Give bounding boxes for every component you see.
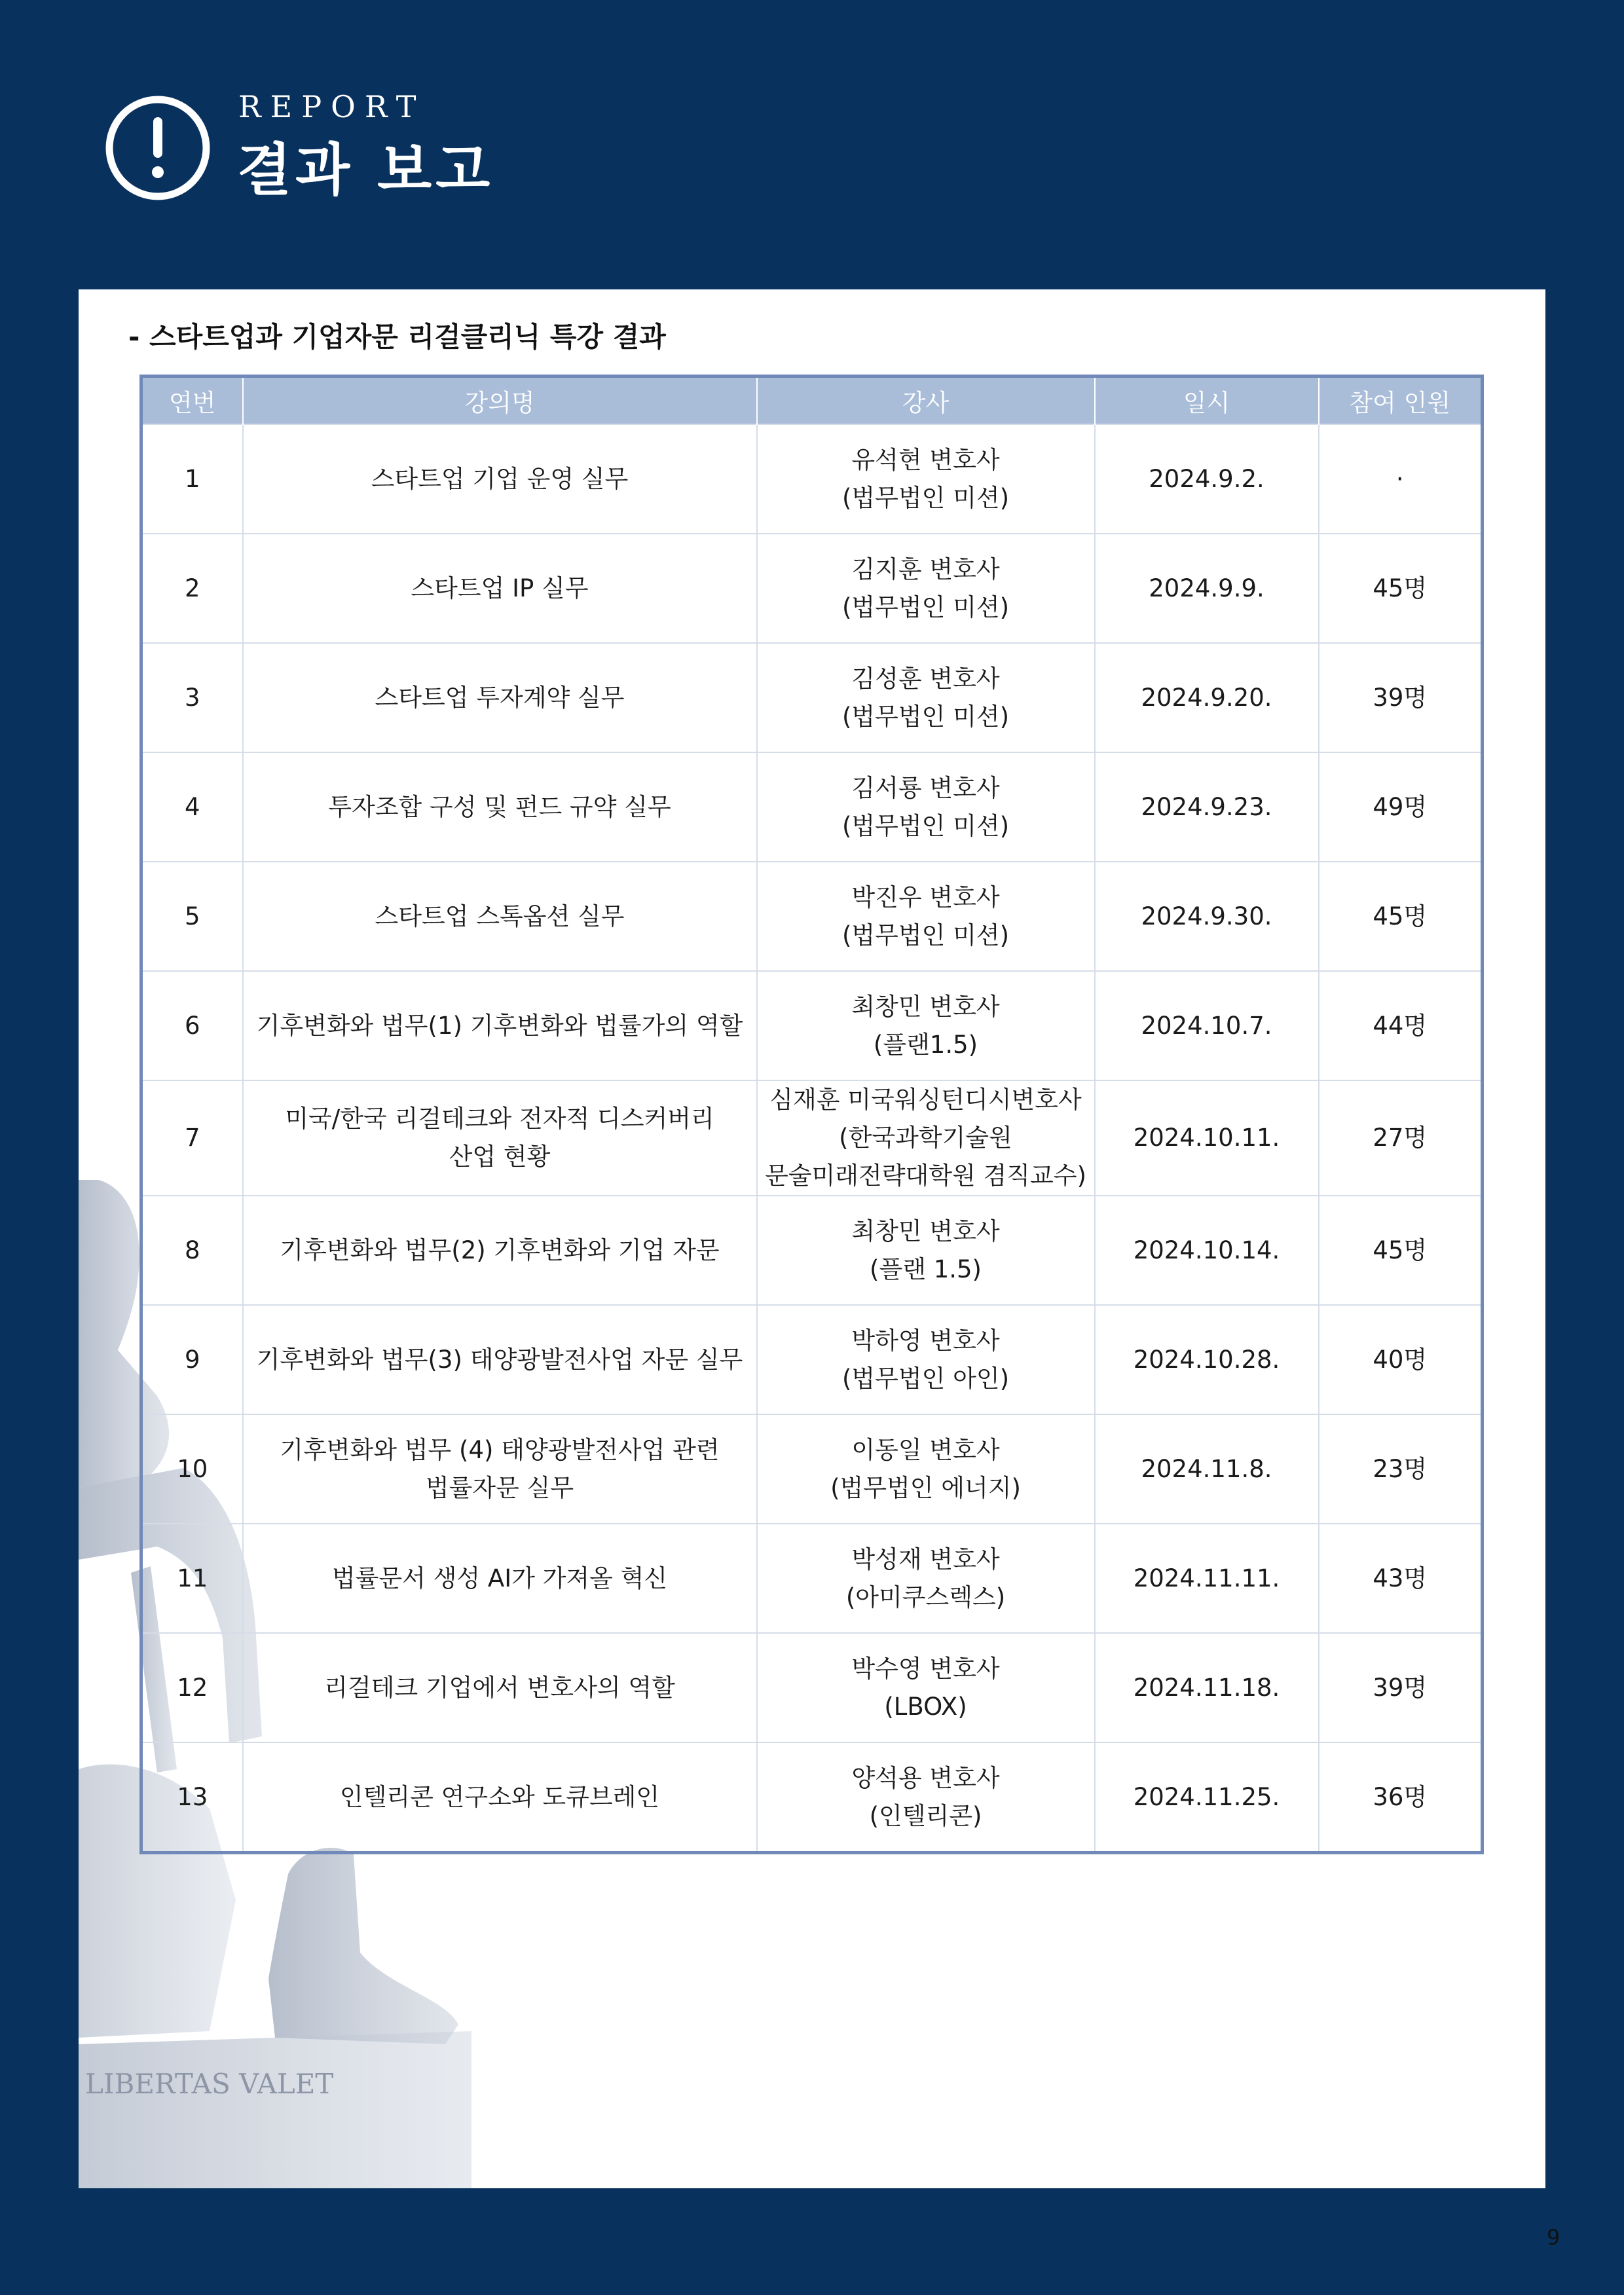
row-number-cell: 3 [141,643,243,752]
lecturer-cell-line: 심재훈 미국워싱턴디시변호사 [769,1086,1082,1114]
date-cell: 2024.9.20. [1095,643,1319,752]
lecture-title-cell [243,534,757,643]
lecturer-cell-line: 김지훈 변호사 [851,555,1000,583]
lecture-title-cell-line: 기후변화와 법무 (4) 태양광발전사업 관련 [280,1435,720,1464]
lecture-title-cell [243,1742,757,1853]
lecturer-cell-line: (플랜 1.5) [870,1255,982,1283]
attendance-cell: 45명 [1319,534,1483,643]
lecturer-cell-line: (한국과학기술원 [839,1124,1012,1152]
lecturer-cell-line: 최창민 변호사 [851,992,1000,1021]
lecturer-cell-line: (법무법인 아인) [841,1364,1010,1393]
lecturer-cell-line: 박진우 변호사 [851,883,1000,911]
page-number: 9 [1547,2225,1560,2250]
lecturer-cell-line: (법무법인 미션) [841,593,1010,621]
table-row [141,424,1483,534]
table-row [141,1742,1483,1853]
report-kicker: REPORT [238,89,426,124]
lecturer-cell-line: 박수영 변호사 [851,1654,1000,1683]
column-header-date: 일시 [1095,376,1319,425]
lecture-title-cell [243,862,757,971]
lecturer-cell-line: (법무법인 미션) [841,921,1010,949]
lecturer-cell-line: (법무법인 미션) [841,702,1010,731]
date-cell: 2024.9.23. [1095,752,1319,862]
date-cell: 2024.9.30. [1095,862,1319,971]
row-number-cell: 9 [141,1305,243,1414]
row-number-cell: 8 [141,1196,243,1305]
lecture-title-cell-line: 스타트업 스톡옵션 실무 [375,902,625,930]
table-header-row [141,376,1483,425]
lecturer-cell-line: 김서룡 변호사 [851,773,1000,802]
lecture-title-cell-line: 법률자문 실무 [425,1473,574,1502]
lecture-title-cell-line: 스타트업 투자계약 실무 [375,683,625,712]
date-cell: 2024.10.14. [1095,1196,1319,1305]
content-panel [79,289,1545,2188]
lecturer-cell [757,1414,1095,1524]
lecture-title-cell [243,1196,757,1305]
attendance-cell: 40명 [1319,1305,1483,1414]
lecture-title-cell [243,1080,757,1196]
column-header-no: 연번 [141,376,243,425]
table-row [141,862,1483,971]
date-cell: 2024.10.7. [1095,971,1319,1080]
attendance-cell: 23명 [1319,1414,1483,1524]
lecturer-cell-line: (법무법인 에너지) [830,1473,1021,1502]
date-cell: 2024.11.8. [1095,1414,1319,1524]
lecturer-cell [757,1305,1095,1414]
lecturer-cell [757,1633,1095,1742]
attendance-cell: 45명 [1319,862,1483,971]
lecturer-cell-line: 양석용 변호사 [851,1763,1000,1792]
lecturer-cell [757,1196,1095,1305]
table-row [141,1633,1483,1742]
exclamation-circle-icon [105,95,211,201]
date-cell: 2024.10.28. [1095,1305,1319,1414]
date-cell: 2024.10.11. [1095,1080,1319,1196]
lecturer-cell [757,643,1095,752]
attendance-cell: 39명 [1319,643,1483,752]
lecture-title-cell [243,752,757,862]
lecture-title-cell-line: 기후변화와 법무(3) 태양광발전사업 자문 실무 [256,1345,743,1374]
lecturer-cell-line: 이동일 변호사 [851,1435,1000,1464]
date-cell: 2024.9.9. [1095,534,1319,643]
table-row [141,1196,1483,1305]
lecture-results-table [139,375,1484,1854]
lecture-title-cell [243,971,757,1080]
date-cell: 2024.11.25. [1095,1742,1319,1853]
lecture-title-cell-line: 투자조합 구성 및 펀드 규약 실무 [328,792,671,821]
lecturer-cell [757,424,1095,534]
lecturer-cell-line: 박성재 변호사 [851,1545,1000,1573]
table-row [141,1080,1483,1196]
lecturer-cell-line: (법무법인 미션) [841,811,1010,840]
lecture-title-cell [243,1524,757,1633]
date-cell: 2024.11.18. [1095,1633,1319,1742]
lecturer-cell-line: (플랜1.5) [873,1030,978,1059]
lecture-title-cell-line: 스타트업 기업 운영 실무 [371,464,629,493]
lecture-title-cell [243,643,757,752]
lecture-title-cell [243,1633,757,1742]
lecture-title-cell-line: 인텔리콘 연구소와 도큐브레인 [339,1782,660,1811]
lecture-title-cell-line: 기후변화와 법무(1) 기후변화와 법률가의 역할 [256,1011,743,1040]
row-number-cell: 7 [141,1080,243,1196]
table-row [141,971,1483,1080]
lecture-title-cell-line: 미국/한국 리걸테크와 전자적 디스커버리 [285,1105,714,1133]
table-row [141,1414,1483,1524]
lecturer-cell [757,1524,1095,1633]
statue-inscription: LIBERTAS VALET [85,2068,334,2100]
table-row [141,1524,1483,1633]
lecturer-cell [757,971,1095,1080]
attendance-cell: 49명 [1319,752,1483,862]
attendance-cell: 45명 [1319,1196,1483,1305]
lecture-title-cell-line: 기후변화와 법무(2) 기후변화와 기업 자문 [280,1236,720,1264]
table-row [141,534,1483,643]
lecturer-cell-line: (인텔리콘) [869,1801,982,1830]
lecturer-cell-line: 최창민 변호사 [851,1217,1000,1245]
lecturer-cell [757,1742,1095,1853]
row-number-cell: 1 [141,424,243,534]
attendance-cell: 44명 [1319,971,1483,1080]
attendance-cell: 39명 [1319,1633,1483,1742]
lecturer-cell-line: (법무법인 미션) [841,483,1010,512]
table-row [141,1305,1483,1414]
attendance-cell: 36명 [1319,1742,1483,1853]
lecturer-cell-line: (아미쿠스렉스) [845,1583,1006,1611]
lecture-title-cell [243,1305,757,1414]
row-number-cell: 2 [141,534,243,643]
date-cell: 2024.9.2. [1095,424,1319,534]
row-number-cell: 6 [141,971,243,1080]
row-number-cell: 13 [141,1742,243,1853]
section-heading: - 스타트업과 기업자문 리걸클리닉 특강 결과 [128,321,666,353]
column-header-title: 강의명 [243,376,757,425]
lecturer-cell-line: 박하영 변호사 [851,1326,1000,1355]
lecturer-cell-line: 문술미래전략대학원 겸직교수) [765,1162,1086,1190]
date-cell: 2024.11.11. [1095,1524,1319,1633]
lecture-title-cell-line: 스타트업 IP 실무 [411,574,589,602]
lecturer-cell [757,534,1095,643]
page-title: 결과 보고 [237,137,494,203]
lecture-title-cell-line: 리걸테크 기업에서 변호사의 역할 [324,1673,675,1702]
attendance-cell: 43명 [1319,1524,1483,1633]
lecturer-cell-line: 유석현 변호사 [851,445,1000,474]
lecturer-cell [757,862,1095,971]
lecture-title-cell [243,1414,757,1524]
row-number-cell: 12 [141,1633,243,1742]
column-header-attendance: 참여 인원 [1319,376,1483,425]
lecturer-cell-line: (LBOX) [884,1692,967,1721]
lecturer-cell [757,752,1095,862]
table-row [141,643,1483,752]
row-number-cell: 11 [141,1524,243,1633]
row-number-cell: 10 [141,1414,243,1524]
lecture-title-cell-line: 법률문서 생성 AI가 가져올 혁신 [331,1564,668,1592]
lecturer-cell [757,1080,1095,1196]
lecturer-cell-line: 김성훈 변호사 [851,664,1000,693]
lecture-title-cell-line: 산업 현황 [449,1143,551,1171]
attendance-cell: · [1319,424,1483,534]
attendance-cell: 27명 [1319,1080,1483,1196]
table-row [141,752,1483,862]
lecture-title-cell [243,424,757,534]
column-header-lecturer: 강사 [757,376,1095,425]
row-number-cell: 5 [141,862,243,971]
row-number-cell: 4 [141,752,243,862]
